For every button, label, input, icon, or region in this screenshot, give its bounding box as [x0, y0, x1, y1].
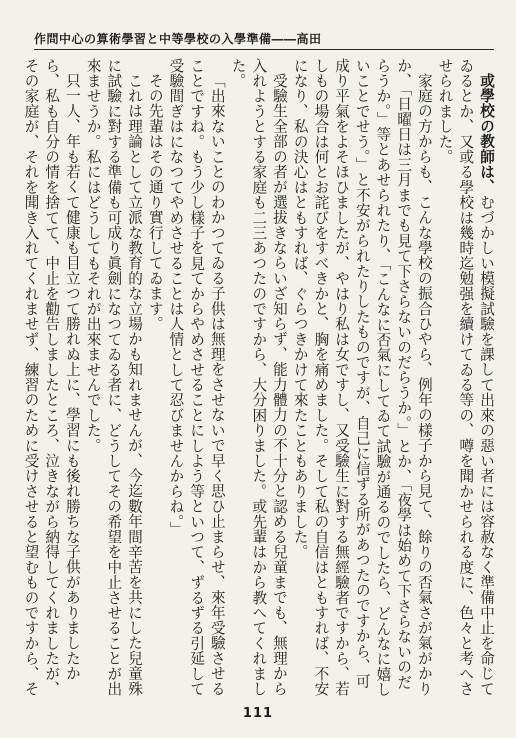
paragraph-text: 受驗生全部の者が選拔きならいざ知らず、能力體力の不十分と認める兒童までも、無理から入れようとする家庭も二三あつたのですから、大分困りました。或先輩はから教へてくれました。 — [229, 58, 288, 697]
paragraph-4 — [165, 58, 227, 698]
paragraph-3 — [227, 58, 289, 698]
paragraph-text: 家庭の方からも、こんな學校の振合ひやら、例年の樣子から見て、餘りの否氣さが氣がかりか、「日曜日は三月までも見て下さらないのだらうか。」とか、「夜學は始めて下さらないのだらうか。」等とあせられたり、「こんなに否氣にしてゐて試驗が通るのでしたら、どんなに嬉しいことでせう。」と不安がられたりしたものですが、自己に信ずる所があつたのですから、可成り平氣をよそほひましたが、やはり私は女ですし、又受驗生に對する無經驗者ですから、若しもの場合は何とお詫びをすべきかと、胸を痛めました。そして私の自信はともすれば、不安になり、私の決心はともすれば、ぐらつきかけて來たこともありました。 — [291, 58, 433, 697]
paragraph-text: 「出來ないことのわかつてゐる子供は無理をさせないで早く思ひ止まらせ、來年受驗させることですね。もう少し樣子を見てからやめさせることにしよう等といつて、ずるずる引延して受驗間ぎはになつてやめさせることは人情として忍びませんからね。」 — [167, 58, 226, 697]
header-title: 作問中心の算術學習と中等學校の入學準備――高田 — [34, 31, 322, 46]
paragraph-text: 只一人、年も若くて健康も目立つて勝れぬ上に、學習にも後れ勝ちな子供がありましたから、私も自分の情を捨てて、中止を勸告しましたところ、泣きながら納得してくれましたが、その家庭が、それを聞き入れてくれませず、練習のために受けさせると望むものですから、そ — [22, 58, 81, 697]
paragraph-lead: 或學校の教師は、 — [478, 72, 495, 195]
paragraph-5 — [144, 58, 165, 698]
paragraph-2 — [289, 58, 434, 698]
running-header — [34, 27, 494, 50]
paragraph-text: その先輩はその通り實行してゐます。 — [146, 72, 164, 331]
paragraph-7 — [20, 58, 82, 698]
paragraph-text: むづかしい模擬試驗を課して出來の惡い者には容赦なく準備中止を命じてゐるとか、又或る學校は幾時迄勉强を續けてゐる等の、噂を聞かせられる度に、色々と考へさせられました。 — [436, 58, 495, 697]
vertical-text-body — [22, 58, 496, 698]
paragraph-1 — [434, 58, 496, 698]
paragraph-6 — [82, 58, 144, 698]
page-number: 111 — [242, 706, 274, 721]
paragraph-text: これは理論として立派な教育的な立場かも知れませんが、今迄數年間辛苦を共にした兒童殊に試驗に對する準備も可成り眞劍になつてゐる者に、どうしてその希望を中止させることが出來ませうか。私にはどうしてもそれが出來ませんでした。 — [84, 58, 144, 697]
